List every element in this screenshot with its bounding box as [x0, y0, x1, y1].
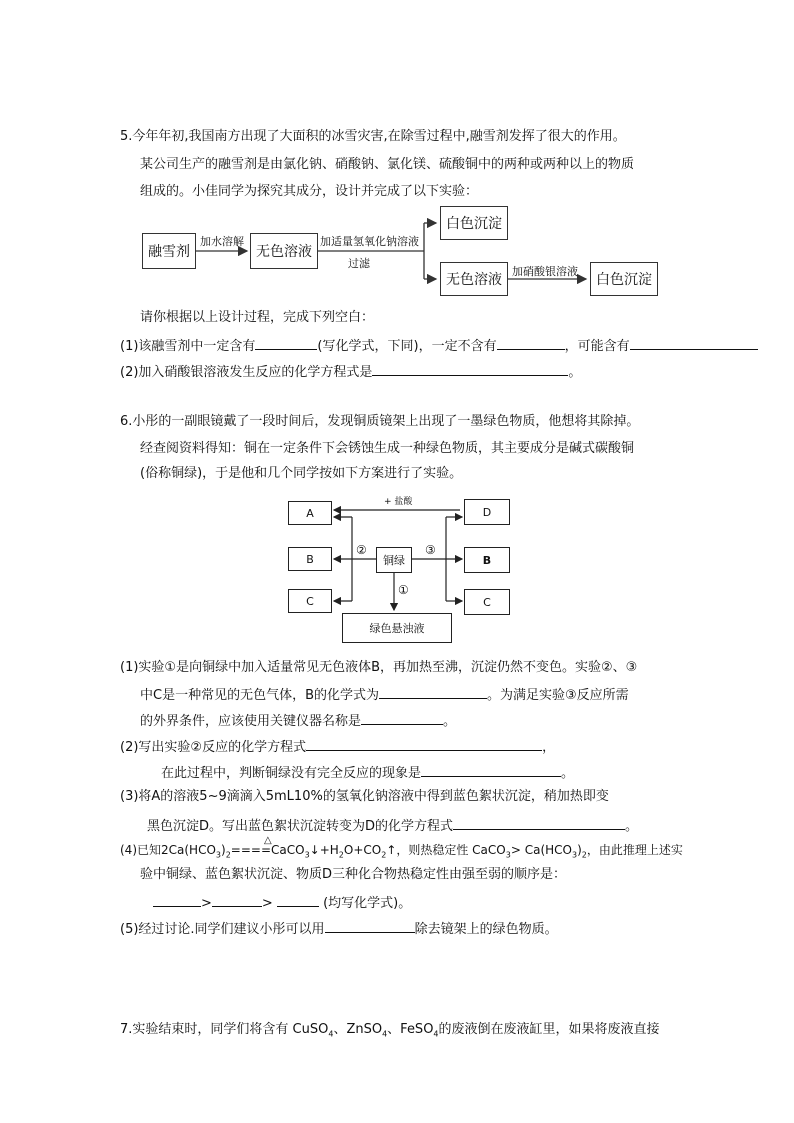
q5-line-2: 某公司生产的融雪剂是由氯化钠、硝酸钠、氯化镁、硫酸铜中的两种或两种以上的物质 [140, 157, 635, 172]
answer-blank[interactable] [255, 335, 317, 350]
step-2-label: ② [356, 543, 367, 557]
p4-sub: 2 [338, 850, 344, 860]
step-1-label: ① [398, 583, 409, 597]
flow-step2-label: 加适量氢氧化钠溶液 [320, 235, 419, 248]
flow-step3-label: 加硝酸银溶液 [512, 265, 578, 278]
q6-line-3: (俗称铜绿)，于是他和几个同学按如下方案进行了实验。 [140, 466, 463, 481]
q5-p1-text-a: (1)该融雪剂中一定含有 [120, 339, 256, 354]
p4-sub: 3 [505, 850, 511, 860]
q5-part1 [120, 335, 758, 356]
step-3-label: ③ [425, 543, 436, 557]
q6-diagram [286, 491, 516, 647]
answer-blank[interactable] [325, 918, 415, 933]
box-b-left: B [288, 547, 332, 571]
q6-p1-line1: (1)实验①是向铜绿中加入适量常见无色液体B，再加热至沸，沉淀仍然不变色。实验②、③ [120, 660, 638, 675]
p4-sub: 2 [581, 850, 587, 860]
p4-sub: 2 [225, 850, 231, 860]
q6-p3-text-b: 。 [625, 819, 639, 834]
q6-line-1: 6.小彤的一副眼镜戴了一段时间后，发现铜质镜架上出现了一墨绿色物质，他想将其除掉。 [120, 414, 640, 429]
box-center: 铜绿 [376, 547, 412, 573]
p4-sub: 3 [304, 850, 310, 860]
q7-line-1 [120, 1021, 660, 1044]
answer-blank[interactable] [153, 892, 201, 907]
p4-part: ) [577, 843, 582, 857]
q6-line-2: 经查阅资料得知：铜在一定条件下会锈蚀生成一种绿色物质，其主要成分是碱式碳酸铜 [140, 441, 635, 456]
q6-p4-line3 [153, 892, 411, 913]
answer-blank[interactable] [306, 736, 542, 751]
q6-p1-line2 [140, 684, 629, 705]
p4-part: ↓+H [309, 843, 339, 857]
q5-part2 [120, 361, 581, 382]
p4-part: ↑，则热稳定性 CaCO [386, 843, 506, 857]
box-c-right: C [464, 589, 510, 615]
q7-sub: 4 [382, 1029, 388, 1039]
q6-p5 [120, 918, 558, 939]
q5-p2-text-b: 。 [568, 365, 582, 380]
q7-part: 的废液倒在废液缸里，如果将废液直接 [438, 1022, 660, 1037]
q5-p2-text-a: (2)加入硝酸银溶液发生反应的化学方程式是 [120, 365, 373, 380]
q6-p2-text-a: (2)写出实验②反应的化学方程式 [120, 740, 307, 755]
q6-p3-line1: (3)将A的溶液5~9滴滴入5mL10%的氢氧化钠溶液中得到蓝色絮状沉淀，稍加热即变 [120, 789, 609, 804]
q6-p1-text-b: 。为满足实验③反应所需 [487, 688, 629, 703]
gt-sign: > [201, 896, 212, 911]
box-b-right: B [464, 547, 510, 573]
q5-p1-text-c: ，可能含有 [564, 339, 630, 354]
q6-p2-text-c: 在此过程中，判断铜绿没有完全反应的现象是 [161, 766, 422, 781]
gt-sign: > [261, 896, 273, 911]
p4-eq: ==== [230, 843, 271, 857]
flow-out-top-box: 白色沉淀 [440, 206, 508, 240]
flow-step2b-label: 过滤 [348, 257, 370, 270]
p4-part: ，由此推理上述实 [586, 843, 683, 857]
q7-part: 、ZnSO [333, 1022, 383, 1037]
flow-step1-label: 加水溶解 [200, 235, 244, 248]
box-d: D [464, 499, 510, 525]
q5-instruction: 请你根据以上设计过程，完成下列空白： [140, 310, 375, 325]
q6-p1-line3 [140, 710, 456, 731]
acid-label: + 盐酸 [384, 497, 413, 507]
q6-p4-line1 [120, 835, 683, 864]
flow-mid-box: 无色溶液 [250, 233, 318, 269]
q6-p1-text-c: 的外界条件，应该使用关键仪器名称是 [140, 714, 362, 729]
answer-blank[interactable] [277, 892, 319, 907]
q6-p4-note: (均写化学式)。 [323, 896, 412, 911]
flow-start-box: 融雪剂 [142, 233, 196, 269]
q5-flow-diagram [140, 203, 660, 297]
p4-sub: 3 [215, 850, 221, 860]
q6-p3-line2 [147, 815, 638, 836]
p4-sub: 2 [381, 850, 387, 860]
q6-p1-text-a: 中C是一种常见的无色气体，B的化学式为 [140, 688, 379, 703]
answer-blank[interactable] [372, 361, 568, 376]
box-c-left: C [288, 589, 332, 613]
p4-part: ) [221, 843, 226, 857]
flow-out-mid-box: 无色溶液 [440, 262, 508, 296]
p4-part: O+CO [343, 843, 382, 857]
q6-p2-line1 [120, 736, 555, 757]
answer-blank[interactable] [497, 335, 565, 350]
q6-p4-line2: 验中铜绿、蓝色絮状沉淀、物质D三种化合物热稳定性由强至弱的顺序是： [140, 867, 567, 882]
q6-p1-text-d: 。 [443, 714, 457, 729]
flow-arrows [140, 203, 660, 297]
heat-symbol: △ [264, 835, 272, 846]
answer-blank[interactable] [361, 710, 443, 725]
q6-p2-line2 [161, 762, 574, 783]
answer-blank[interactable] [421, 762, 561, 777]
q6-p2-text-b: ， [542, 740, 556, 755]
q7-part: 、FeSO [387, 1022, 434, 1037]
p4-part: > Ca(HCO [510, 843, 572, 857]
q6-p5-text-b: 除去镜架上的绿色物质。 [414, 922, 558, 937]
q6-p3-text-a: 黑色沉淀D。写出蓝色絮状沉淀转变为D的化学方程式 [147, 819, 454, 834]
q6-p5-text-a: (5)经过讨论.同学们建议小彤可以用 [120, 922, 325, 937]
q5-line-1: 5.今年年初,我国南方出现了大面积的冰雪灾害,在除雪过程中,融雪剂发挥了很大的作用。 [120, 129, 626, 144]
answer-blank[interactable] [212, 892, 262, 907]
box-a: A [288, 501, 332, 525]
flow-end-box: 白色沉淀 [590, 262, 658, 296]
q7-sub: 4 [328, 1029, 334, 1039]
q7-part: 7.实验结束时，同学们将含有 CuSO [120, 1022, 329, 1037]
p4-sub: 3 [571, 850, 578, 860]
answer-blank[interactable] [630, 335, 758, 350]
q7-sub: 4 [433, 1029, 439, 1039]
q6-p2-text-d: 。 [561, 766, 575, 781]
p4-part: CaCO [271, 843, 305, 857]
p4-part: (4)已知2Ca(HCO [120, 843, 216, 857]
answer-blank[interactable] [379, 684, 487, 699]
q5-line-3: 组成的。小佳同学为探究其成分，设计并完成了以下实验： [140, 184, 479, 199]
answer-blank[interactable] [453, 815, 625, 830]
box-bottom: 绿色悬浊液 [342, 613, 452, 643]
q5-p1-text-b: (写化学式，下同)，一定不含有 [317, 339, 497, 354]
